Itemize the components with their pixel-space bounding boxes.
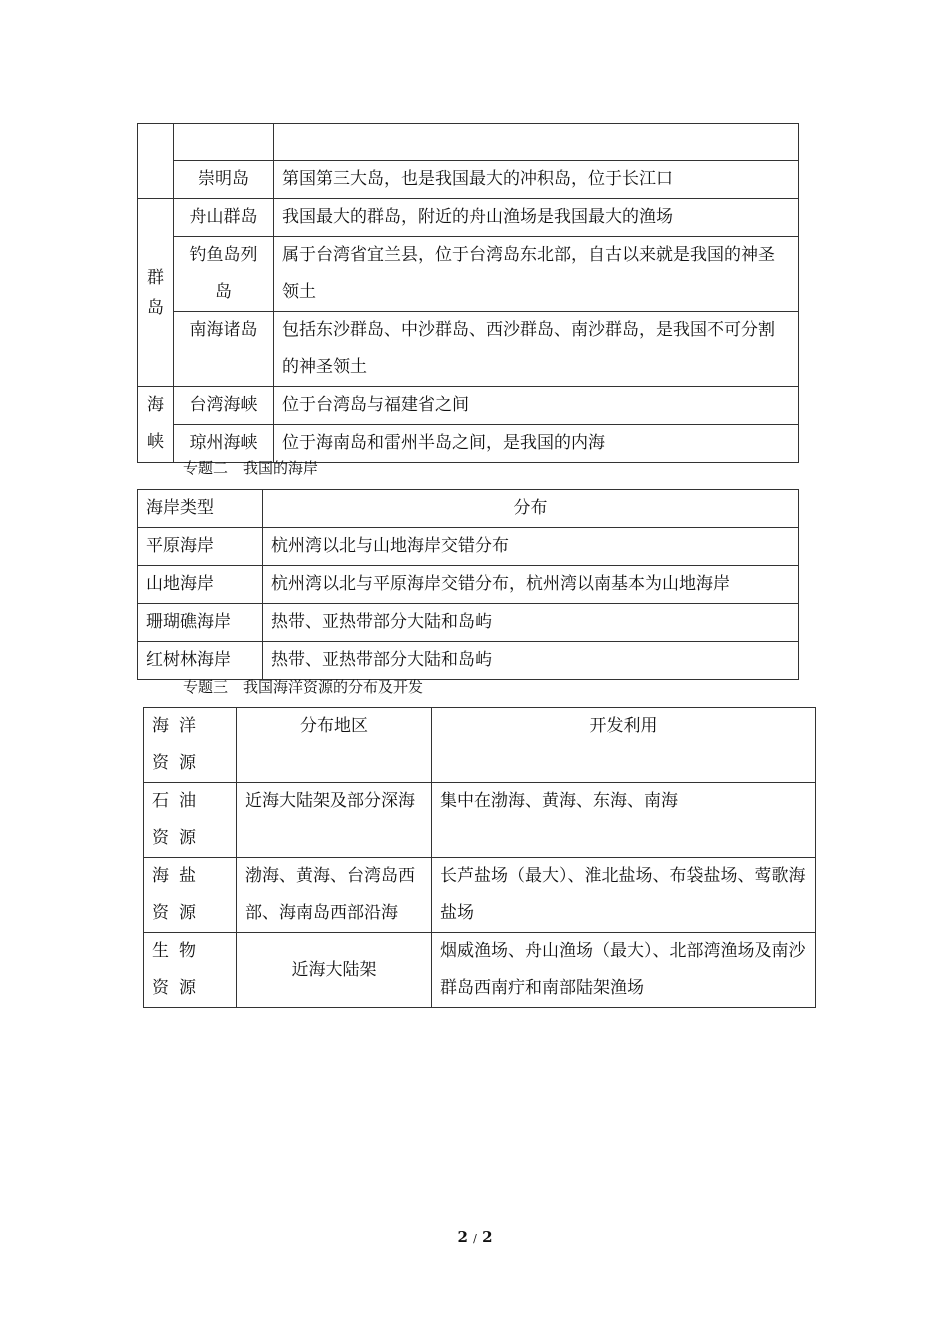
- res-area: 近海大陆架: [237, 933, 432, 1008]
- res-area: 渤海、黄海、台湾岛西部、海南岛西部沿海: [237, 858, 432, 933]
- group-label-strait: 海峡: [138, 387, 174, 463]
- res-name: 石油资源: [144, 783, 237, 858]
- strait-desc: 位于海南岛和雷州半岛之间，是我国的内海: [274, 425, 799, 463]
- island-desc: [274, 124, 799, 161]
- strait-name: 琼州海峡: [174, 425, 274, 463]
- page-number: 2: [457, 1228, 468, 1246]
- strait-name: 台湾海峡: [174, 387, 274, 425]
- group-label-archipelago: 群岛: [138, 199, 174, 387]
- coast-dist: 热带、亚热带部分大陆和岛屿: [263, 642, 799, 680]
- island-name: 南海诸岛: [174, 312, 274, 387]
- page-total: 2: [482, 1228, 493, 1246]
- res-header: 海洋资源: [144, 708, 237, 783]
- group-cell-empty: [138, 124, 174, 199]
- section3-heading: 专题三 我国海洋资源的分布及开发: [183, 678, 424, 696]
- res-name: 海盐资源: [144, 858, 237, 933]
- coast-dist: 杭州湾以北与平原海岸交错分布，杭州湾以南基本为山地海岸: [263, 566, 799, 604]
- page-separator: /: [473, 1232, 477, 1245]
- section2-heading: 专题二 我国的海岸: [183, 459, 319, 477]
- resources-table: [143, 707, 816, 1008]
- island-desc: 包括东沙群岛、中沙群岛、西沙群岛、南沙群岛，是我国不可分割的神圣领土: [274, 312, 799, 387]
- res-use: 集中在渤海、黄海、东海、南海: [432, 783, 816, 858]
- res-area: 近海大陆架及部分深海: [237, 783, 432, 858]
- island-name: 舟山群岛: [174, 199, 274, 237]
- res-use: 长芦盐场（最大）、淮北盐场、布袋盐场、莺歌海盐场: [432, 858, 816, 933]
- island-desc: 我国最大的群岛，附近的舟山渔场是我国最大的渔场: [274, 199, 799, 237]
- island-name: [174, 124, 274, 161]
- coast-dist: 热带、亚热带部分大陆和岛屿: [263, 604, 799, 642]
- res-name: 生物资源: [144, 933, 237, 1008]
- coast-type: 山地海岸: [138, 566, 263, 604]
- island-desc: 第国第三大岛，也是我国最大的冲积岛，位于长江口: [274, 161, 799, 199]
- coast-header-dist: 分布: [263, 490, 799, 528]
- coast-header-type: 海岸类型: [138, 490, 263, 528]
- coast-type: 珊瑚礁海岸: [138, 604, 263, 642]
- coast-type: 平原海岸: [138, 528, 263, 566]
- islands-table: [137, 123, 799, 463]
- res-use: 烟威渔场、舟山渔场（最大）、北部湾渔场及南沙群岛西南疔和南部陆架渔场: [432, 933, 816, 1008]
- island-name: 崇明岛: [174, 161, 274, 199]
- area-header: 分布地区: [237, 708, 432, 783]
- use-header: 开发利用: [432, 708, 816, 783]
- page-footer: [0, 1228, 950, 1246]
- island-name: 钓鱼岛列岛: [174, 237, 274, 312]
- island-desc: 属于台湾省宜兰县，位于台湾岛东北部，自古以来就是我国的神圣领土: [274, 237, 799, 312]
- coast-table: [137, 489, 799, 680]
- strait-desc: 位于台湾岛与福建省之间: [274, 387, 799, 425]
- coast-dist: 杭州湾以北与山地海岸交错分布: [263, 528, 799, 566]
- coast-type: 红树林海岸: [138, 642, 263, 680]
